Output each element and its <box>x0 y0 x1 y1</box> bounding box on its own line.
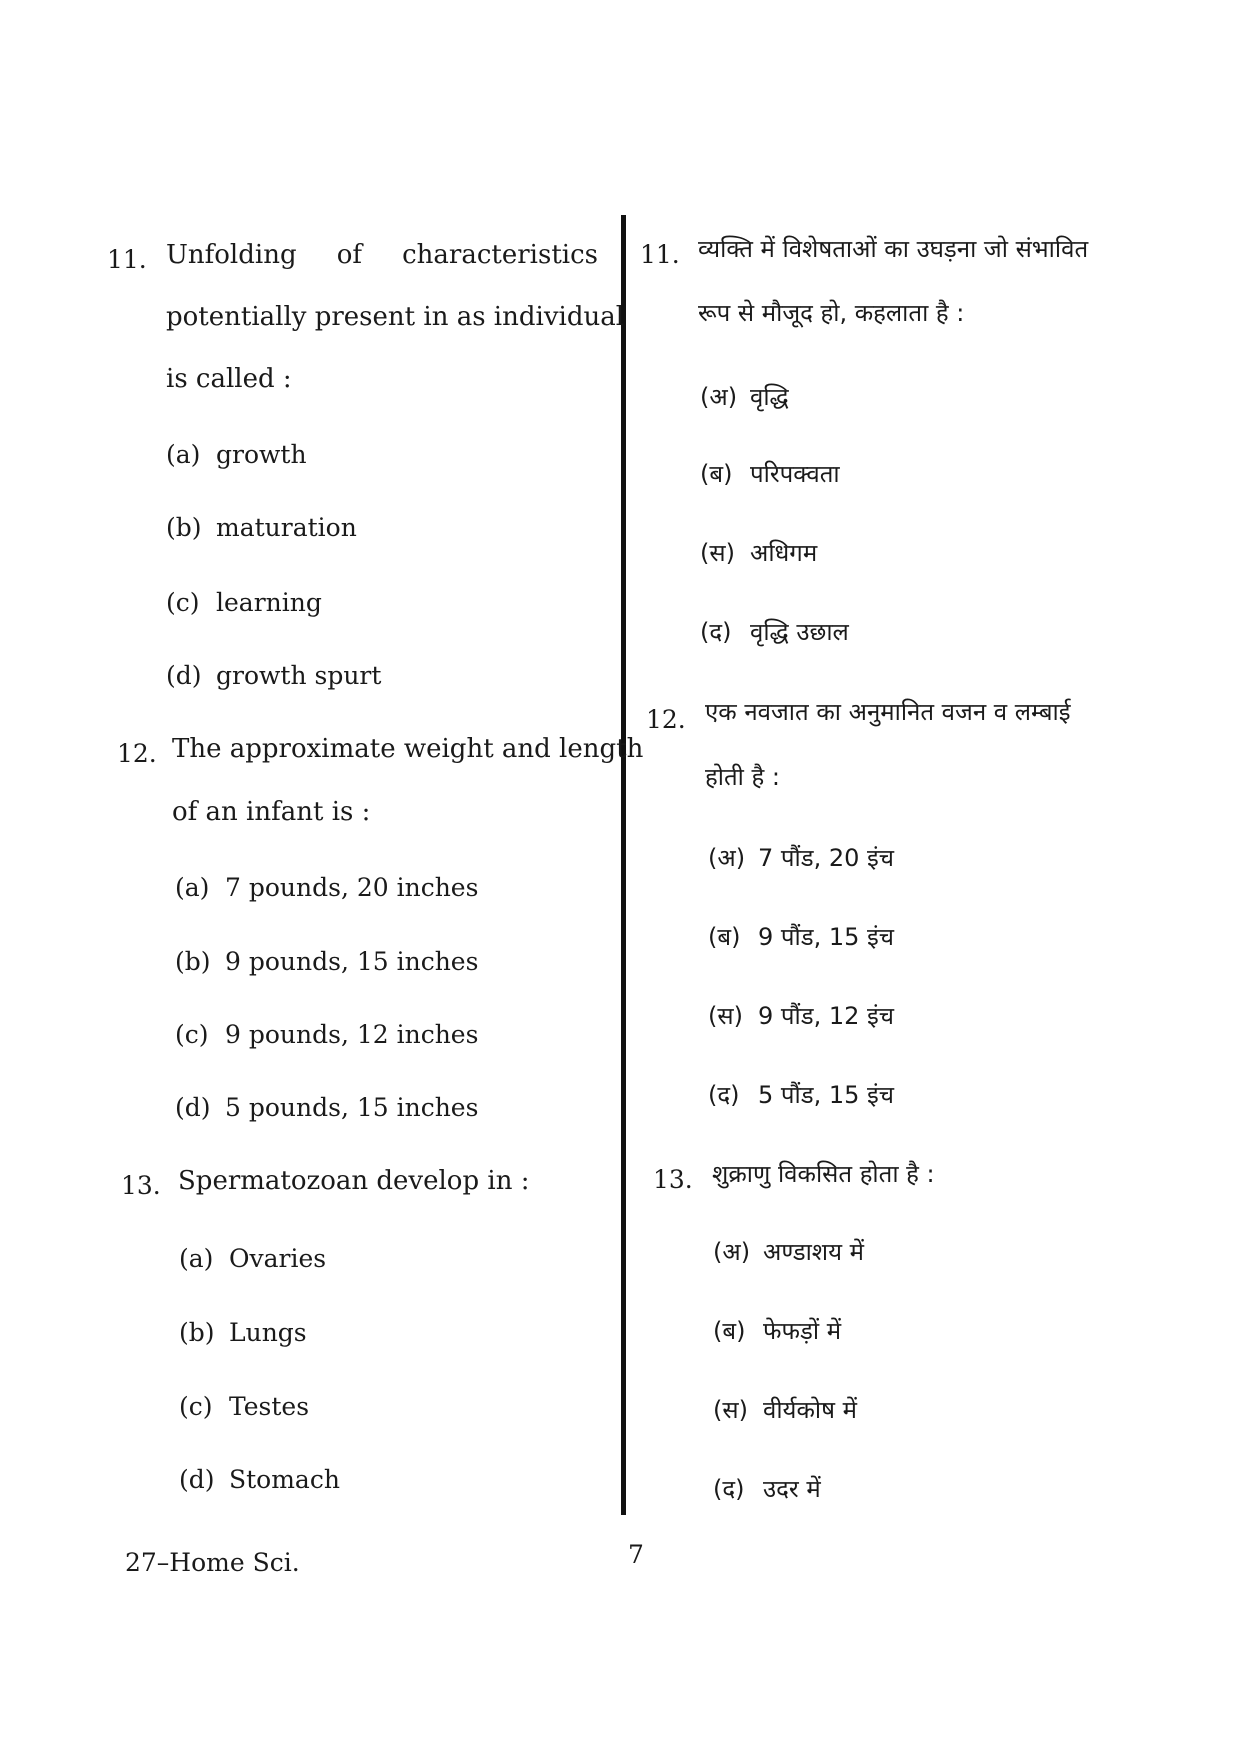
option-label: (a) <box>175 873 210 902</box>
option-a <box>708 841 894 875</box>
option-d <box>175 1091 478 1125</box>
question-number: 11. <box>640 240 680 269</box>
option-a <box>175 871 478 905</box>
option-text: maturation <box>216 513 357 542</box>
option-b <box>713 1314 841 1348</box>
option-text: उदर में <box>763 1475 821 1503</box>
option-a <box>713 1235 864 1269</box>
option-text: 5 pounds, 15 inches <box>225 1093 479 1122</box>
option-b <box>700 457 840 491</box>
option-a <box>700 380 789 414</box>
option-text: 7 पौंड, 20 इंच <box>758 844 895 872</box>
question-number: 13. <box>121 1171 161 1200</box>
option-b <box>166 511 357 545</box>
question-number: 12. <box>646 705 686 734</box>
option-text: अधिगम <box>750 539 818 567</box>
option-d <box>166 659 381 693</box>
option-a <box>166 438 307 472</box>
option-label: (d) <box>175 1093 211 1122</box>
option-text: Lungs <box>229 1318 307 1347</box>
option-label: (अ) <box>713 1238 751 1266</box>
option-label: (द) <box>700 618 732 646</box>
option-label: (b) <box>175 947 211 976</box>
option-label: (ब) <box>708 923 741 951</box>
option-d <box>713 1472 821 1506</box>
question-number: 11. <box>107 245 147 274</box>
option-label: (स) <box>713 1396 748 1424</box>
option-label: (स) <box>700 539 735 567</box>
option-text: learning <box>216 588 322 617</box>
question-text-line: Unfolding of characteristics <box>166 240 598 270</box>
option-b <box>708 920 894 954</box>
option-c <box>700 536 817 570</box>
option-d <box>179 1463 340 1497</box>
option-c <box>166 586 322 620</box>
option-d <box>708 1078 894 1112</box>
option-label: (c) <box>175 1020 209 1049</box>
question-text-line: The approximate weight and length <box>172 734 644 764</box>
page-number: 7 <box>628 1540 644 1569</box>
question-text-line: एक नवजात का अनुमानित वजन व लम्बाई <box>705 698 1071 726</box>
option-label: (c) <box>179 1392 213 1421</box>
option-label: (अ) <box>708 844 746 872</box>
option-text: 9 pounds, 12 inches <box>225 1020 479 1049</box>
option-text: वीर्यकोष में <box>763 1396 857 1424</box>
option-text: 9 pounds, 15 inches <box>225 947 479 976</box>
question-text-line: of an infant is : <box>172 797 371 827</box>
footer-subject-code: 27–Home Sci. <box>125 1548 300 1577</box>
option-text: फेफड़ों में <box>763 1317 842 1345</box>
option-text: 7 pounds, 20 inches <box>225 873 479 902</box>
option-label: (ब) <box>700 460 733 488</box>
option-label: (स) <box>708 1002 743 1030</box>
option-a <box>179 1242 326 1276</box>
question-text-line: व्यक्ति में विशेषताओं का उघड़ना जो संभावित <box>698 235 1089 263</box>
question-number: 12. <box>117 739 157 768</box>
option-c <box>175 1018 478 1052</box>
option-label: (a) <box>166 440 201 469</box>
option-label: (b) <box>179 1318 215 1347</box>
option-text: परिपक्वता <box>750 460 840 488</box>
option-label: (c) <box>166 588 200 617</box>
question-text-line: is called : <box>166 364 292 394</box>
option-label: (ब) <box>713 1317 746 1345</box>
question-text-line: शुक्राणु विकसित होता है : <box>712 1160 935 1188</box>
option-text: Ovaries <box>229 1244 327 1273</box>
question-text-line: रूप से मौजूद हो, कहलाता है : <box>698 299 965 327</box>
option-label: (d) <box>166 661 202 690</box>
option-label: (b) <box>166 513 202 542</box>
option-label: (अ) <box>700 383 738 411</box>
option-text: Stomach <box>229 1465 340 1494</box>
option-text: अण्डाशय में <box>763 1238 865 1266</box>
column-divider <box>621 215 626 1515</box>
option-text: वृद्धि <box>750 383 789 411</box>
option-text: growth spurt <box>216 661 382 690</box>
option-c <box>708 999 894 1033</box>
option-b <box>179 1316 307 1350</box>
option-text: वृद्धि उछाल <box>750 618 849 646</box>
option-label: (a) <box>179 1244 214 1273</box>
option-c <box>713 1393 857 1427</box>
question-text-line: Spermatozoan develop in : <box>178 1166 530 1196</box>
question-text-line: होती है : <box>705 763 780 791</box>
option-text: growth <box>216 440 307 469</box>
question-text-line: potentially present in as individual <box>166 302 625 332</box>
option-c <box>179 1390 309 1424</box>
option-label: (द) <box>708 1081 740 1109</box>
option-text: 5 पौंड, 15 इंच <box>758 1081 895 1109</box>
option-text: Testes <box>229 1392 310 1421</box>
option-text: 9 पौंड, 12 इंच <box>758 1002 895 1030</box>
option-label: (द) <box>713 1475 745 1503</box>
question-number: 13. <box>653 1165 693 1194</box>
option-b <box>175 945 478 979</box>
option-label: (d) <box>179 1465 215 1494</box>
option-d <box>700 615 849 649</box>
option-text: 9 पौंड, 15 इंच <box>758 923 895 951</box>
